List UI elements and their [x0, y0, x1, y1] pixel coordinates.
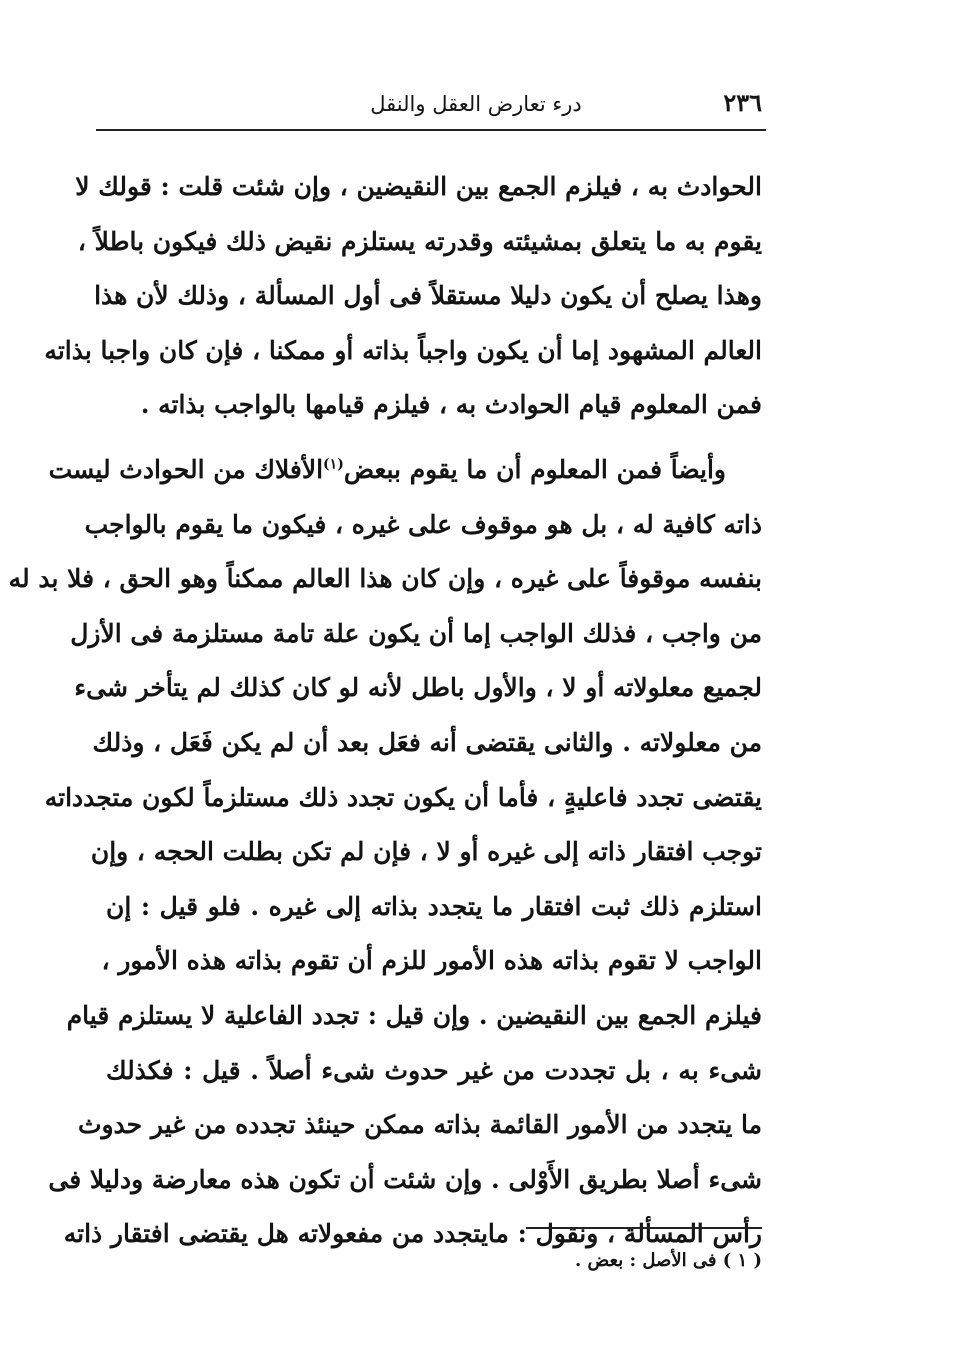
text-fragment: الأفلاك من الحوادث ليست	[48, 454, 324, 484]
text-line: من معلولاته . والثانى يقتضى أنه فعَل بعد أن لم يكن فَعَل ، وذلك	[92, 727, 762, 757]
text-line: من واجب ، فذلك الواجب إما أن يكون علة تامة مستلزمة فى الأزل	[70, 618, 762, 648]
text-line: شىء به ، بل تجددت من غير حدوث شىء أصلاً . قيل : فكذلك	[106, 1055, 762, 1085]
text-line: استلزم ذلك ثبت افتقار ما يتجدد بذاته إلى غيره . فلو قيل : إن	[106, 891, 762, 921]
text-line: لجميع معلولاته أو لا ، والأول باطل لأنه لو كان كذلك لم يتأخر شىء	[74, 673, 762, 703]
text-line: بنفسه موقوفاً على غيره ، وإن كان هذا العالم ممكناً وهو الحق ، فلا بد له	[8, 564, 762, 594]
text-line: وهذا يصلح أن يكون دليلا مستقلاً فى أول المسألة ، وذلك لأن هذا	[94, 281, 762, 311]
text-line: فيلزم الجمع بين النقيضين . وإن قيل : تجدد الفاعلية لا يستلزم قيام	[66, 1000, 762, 1030]
running-title: درء تعارض العقل والنقل	[370, 92, 582, 116]
text-line: الواجب لا تقوم بذاته هذه الأمور للزم أن تقوم بذاته هذه الأمور ،	[101, 946, 762, 976]
footnote-rule	[526, 1227, 762, 1229]
text-line: فمن المعلوم قيام الحوادث به ، فيلزم قيامها بالواجب بذاته .	[140, 390, 762, 420]
text-line: ذاته كافية له ، بل هو موقوف على غيره ، فيكون ما يقوم بالواجب	[84, 509, 762, 539]
page-header	[96, 86, 766, 126]
main-text	[8, 160, 762, 1262]
header-rule	[96, 129, 766, 131]
text-line: توجب افتقار ذاته إلى غيره أو لا ، فإن لم تكن بطلت الحجه ، وإن	[90, 837, 762, 867]
page-number: ٢٣٦	[723, 88, 762, 117]
text-line	[48, 443, 762, 498]
text-fragment: وأيضاً فمن المعلوم أن ما يقوم ببعض	[343, 454, 726, 484]
footnote-marker: (١)	[323, 456, 344, 473]
text-line: يقتضى تجدد فاعليةٍ ، فأما أن يكون تجدد ذلك مستلزماً لكون متجدداته	[44, 782, 762, 812]
footnote: ( ١ ) فى الأصل : بعض .	[574, 1250, 762, 1271]
text-line: الحوادث به ، فيلزم الجمع بين النقيضين ، وإن شئت قلت : قولك لا	[75, 172, 762, 201]
text-line: العالم المشهود إما أن يكون واجباً بذاته أو ممكنا ، فإن كان واجبا بذاته	[44, 335, 762, 365]
text-line: رأس المسألة ، ونقول : مايتجدد من مفعولاته هل يقتضى افتقار ذاته	[63, 1219, 762, 1249]
paragraph-gap	[106, 433, 762, 443]
text-line: ما يتجدد من الأمور القائمة بذاته ممكن حينئذ تجدده من غير حدوث	[77, 1110, 762, 1140]
text-line: شىء أصلا بطريق الأَوْلى . وإن شئت أن تكون هذه معارضة ودليلا فى	[48, 1164, 762, 1194]
text-line: يقوم به ما يتعلق بمشيئته وقدرته يستلزم نقيض ذلك فيكون باطلاً ،	[77, 226, 762, 256]
